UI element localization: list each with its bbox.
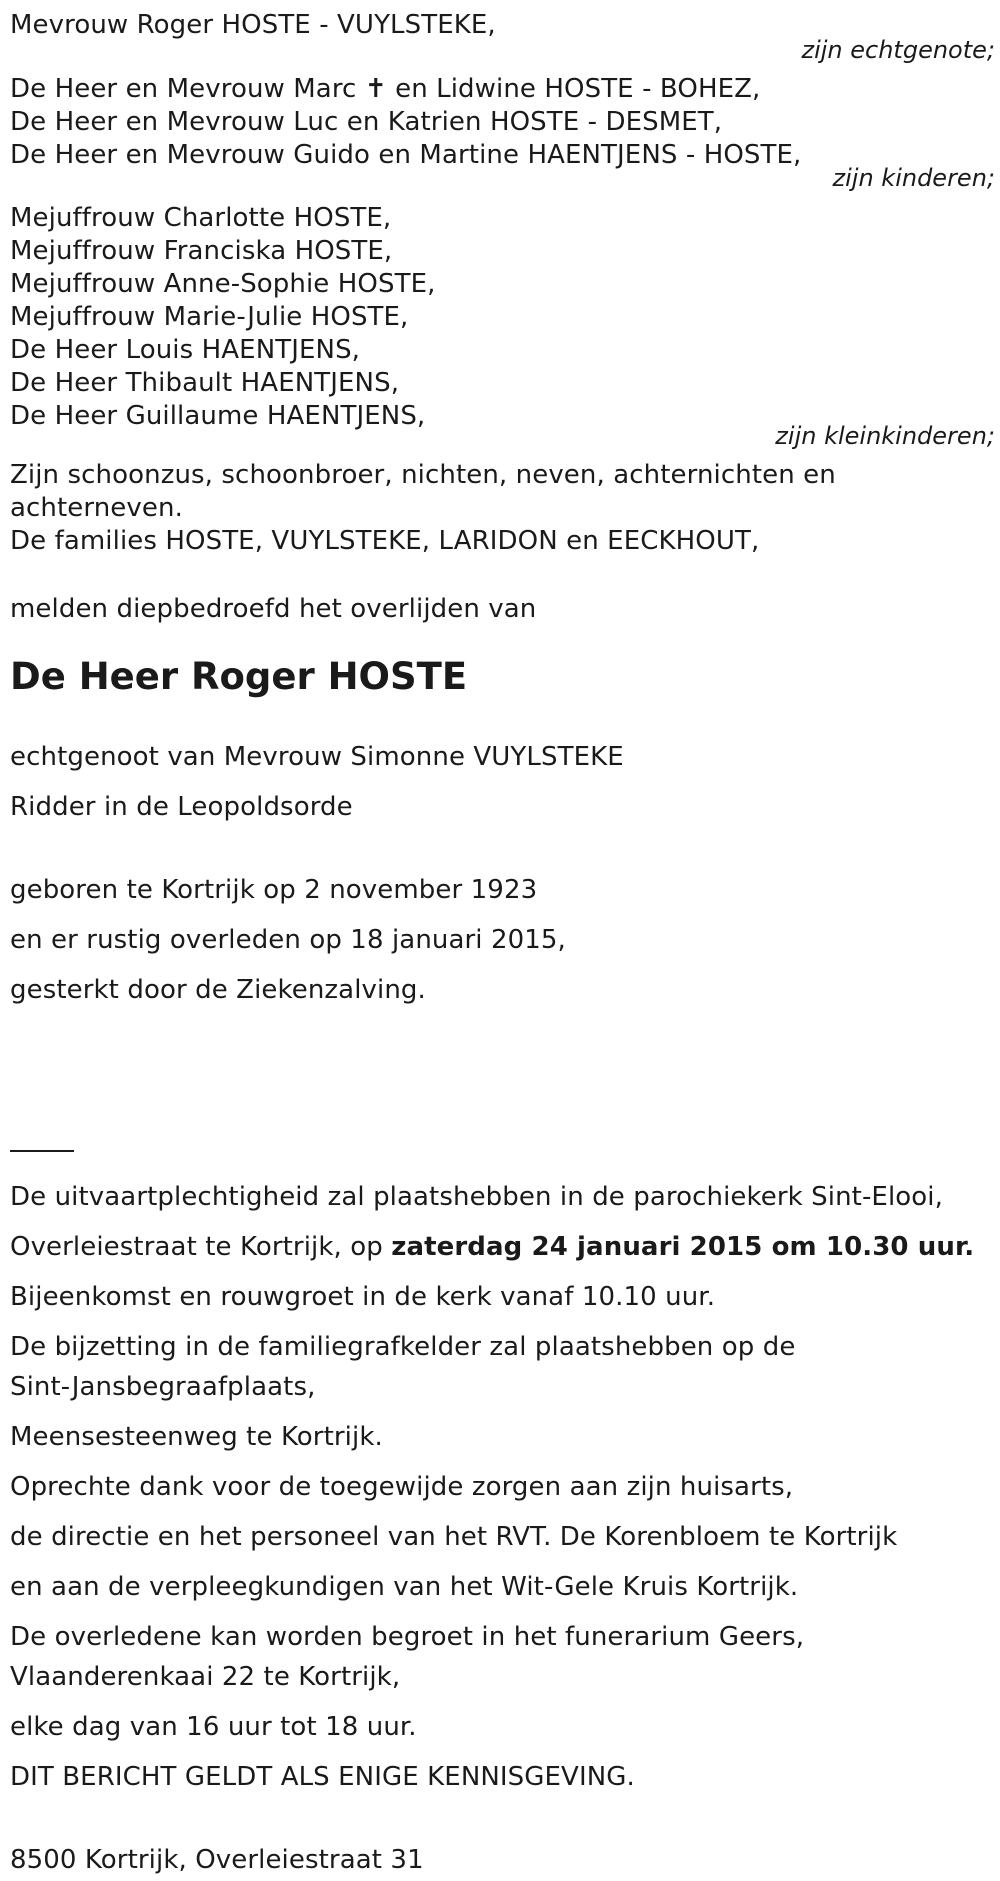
- grandchild-6: De Heer Thibault HAENTJENS,: [10, 368, 400, 398]
- relatives-line-2: achterneven.: [10, 493, 183, 523]
- child-line-2: De Heer en Mevrouw Luc en Katrien HOSTE - DESMET,: [10, 107, 723, 137]
- spouse-name: Mevrouw Roger HOSTE - VUYLSTEKE,: [10, 10, 496, 40]
- relatives-line-1: Zijn schoonzus, schoonbroer, nichten, neven, achternichten en: [10, 460, 836, 490]
- grandchild-2: Mejuffrouw Franciska HOSTE,: [10, 236, 393, 266]
- gathering-line: Bijeenkomst en rouwgroet in de kerk vanaf 10.10 uur.: [10, 1282, 716, 1312]
- death-line: en er rustig overleden op 18 januari 2015,: [10, 925, 566, 955]
- visitation-hours: elke dag van 16 uur tot 18 uur.: [10, 1712, 417, 1742]
- ceremony-line-2: [10, 1230, 974, 1264]
- grandchildren-role: zijn kleinkinderen;: [775, 422, 995, 450]
- child-line-1-start: De Heer en Mevrouw Marc: [10, 74, 357, 104]
- burial-line-3: Meensesteenweg te Kortrijk.: [10, 1422, 383, 1452]
- announcement-intro: melden diepbedroefd het overlijden van: [10, 594, 537, 624]
- ceremony-location: Overleiestraat te Kortrijk, op: [10, 1232, 392, 1262]
- deceased-title: Ridder in de Leopoldsorde: [10, 792, 353, 822]
- child-line-1-end: en Lidwine HOSTE - BOHEZ,: [395, 74, 761, 104]
- visitation-line-1: De overledene kan worden begroet in het funerarium Geers,: [10, 1622, 805, 1652]
- thanks-line-3: en aan de verpleegkundigen van het Wit-Gele Kruis Kortrijk.: [10, 1572, 799, 1602]
- deceased-spouse: echtgenoot van Mevrouw Simonne VUYLSTEKE: [10, 742, 624, 772]
- visitation-line-2: Vlaanderenkaai 22 te Kortrijk,: [10, 1662, 401, 1692]
- children-role: zijn kinderen;: [832, 164, 995, 192]
- sacrament-line: gesterkt door de Ziekenzalving.: [10, 975, 426, 1005]
- divider: [10, 1150, 74, 1152]
- grandchild-7: De Heer Guillaume HAENTJENS,: [10, 401, 426, 431]
- burial-line-1: De bijzetting in de familiegrafkelder zal plaatshebben op de: [10, 1332, 796, 1362]
- ceremony-line-1: De uitvaartplechtigheid zal plaatshebben in de parochiekerk Sint-Elooi,: [10, 1182, 943, 1212]
- notice-statement: DIT BERICHT GELDT ALS ENIGE KENNISGEVING.: [10, 1762, 635, 1792]
- thanks-line-1: Oprechte dank voor de toegewijde zorgen aan zijn huisarts,: [10, 1472, 794, 1502]
- families-line: De families HOSTE, VUYLSTEKE, LARIDON en EECKHOUT,: [10, 526, 760, 556]
- birth-line: geboren te Kortrijk op 2 november 1923: [10, 875, 538, 905]
- grandchild-5: De Heer Louis HAENTJENS,: [10, 335, 361, 365]
- child-line-1: [10, 72, 760, 106]
- deceased-name: De Heer Roger HOSTE: [10, 655, 468, 698]
- burial-line-2: Sint-Jansbegraafplaats,: [10, 1372, 316, 1402]
- cross-icon: ✝: [364, 74, 387, 104]
- ceremony-date-time: zaterdag 24 januari 2015 om 10.30 uur.: [391, 1232, 975, 1262]
- contact-address: 8500 Kortrijk, Overleiestraat 31: [10, 1845, 424, 1875]
- grandchild-1: Mejuffrouw Charlotte HOSTE,: [10, 203, 392, 233]
- grandchild-3: Mejuffrouw Anne-Sophie HOSTE,: [10, 269, 436, 299]
- grandchild-4: Mejuffrouw Marie-Julie HOSTE,: [10, 302, 409, 332]
- thanks-line-2: de directie en het personeel van het RVT. De Korenbloem te Kortrijk: [10, 1522, 898, 1552]
- spouse-role: zijn echtgenote;: [801, 36, 995, 64]
- child-line-3: De Heer en Mevrouw Guido en Martine HAENTJENS - HOSTE,: [10, 140, 802, 170]
